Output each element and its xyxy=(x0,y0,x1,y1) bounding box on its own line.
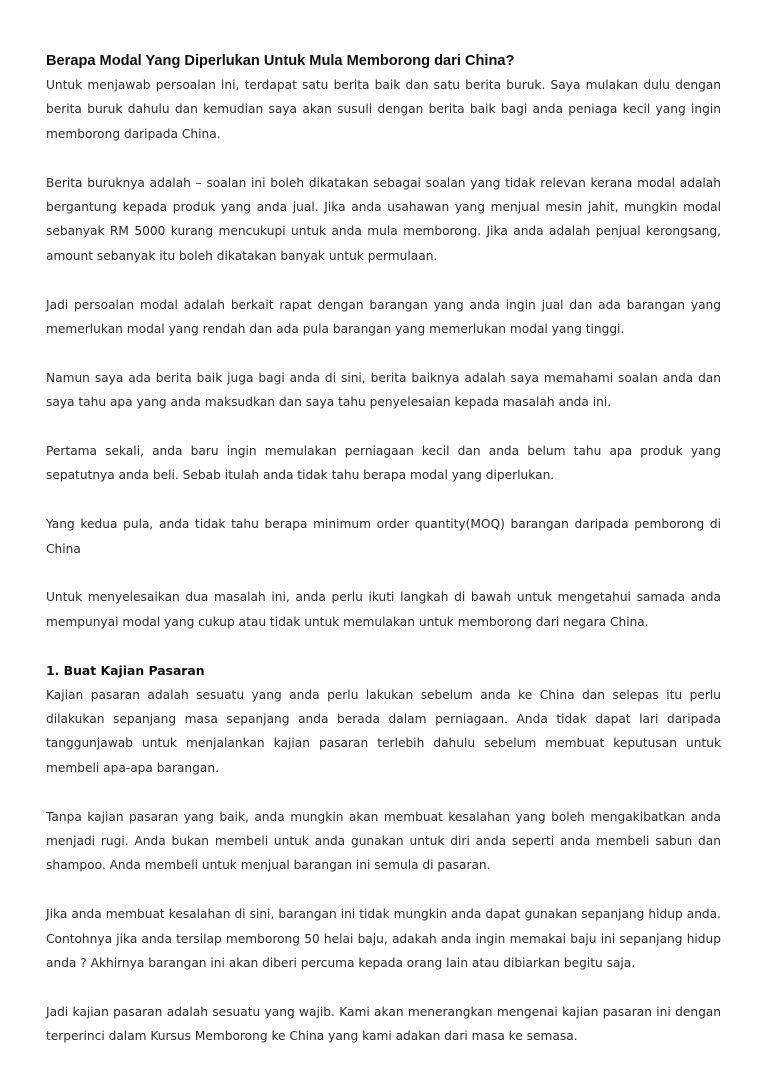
intro-paragraph-7: Untuk menyelesaikan dua masalah ini, anda perlu ikuti langkah di bawah untuk mengetahui samada anda mempunyai modal yang cukup atau tidak untuk memulakan untuk memborong dari negara China. xyxy=(46,590,721,629)
intro-paragraph-2: Berita buruknya adalah – soalan ini boleh dikatakan sebagai soalan yang tidak relevan kerana modal adalah bergantung kepada produk yang anda jual. Jika anda usahawan yang menjual mesin jahit, mungkin modal sebanyak RM 5000 kurang mencukupi untuk anda mula memborong. Jika anda adalah penjual kerongsang, amount sebanyak itu boleh dikatakan banyak untuk permulaan. xyxy=(46,175,721,263)
section-paragraph-4: Jadi kajian pasaran adalah sesuatu yang wajib. Kami akan menerangkan mengenai kajian pasaran ini dengan terperinci dalam Kursus Memborong ke China yang kami adakan dari masa ke semasa. xyxy=(46,1004,721,1044)
intro-paragraph-5: Pertama sekali, anda baru ingin memulakan perniagaan kecil dan anda belum tahu apa produk yang sepatutnya anda beli. Sebab itulah anda tidak tahu berapa modal yang diperlukan. xyxy=(46,444,721,483)
intro-paragraph-3: Jadi persoalan modal adalah berkait rapat dengan barangan yang anda ingin jual dan ada barangan yang memerlukan modal yang rendah dan ada pula barangan yang memerlukan modal yang tinggi. xyxy=(46,297,721,337)
section-heading: 1. Buat Kajian Pasaran xyxy=(46,662,205,678)
intro-paragraph-6: Yang kedua pula, anda tidak tahu berapa minimum order quantity(MOQ) barangan daripada pemborong di China xyxy=(46,517,721,556)
intro-paragraph-1: Untuk menjawab persoalan ini, terdapat satu berita baik dan satu berita buruk. Saya mulakan dulu dengan berita buruk dahulu dan kemudian saya akan susuli dengan berita baik bagi anda peniaga kecil yang ingin memborong daripada China. xyxy=(46,78,721,141)
intro-paragraph-4: Namun saya ada berita baik juga bagi anda di sini, berita baiknya adalah saya memahami soalan anda dan saya tahu apa yang anda maksudkan dan saya tahu penyelesaian kepada masalah anda ini. xyxy=(46,370,721,410)
document-page xyxy=(46,50,721,1073)
page-title: Berapa Modal Yang Diperlukan Untuk Mula Memborong dari China? xyxy=(46,53,515,69)
section-paragraph-2: Tanpa kajian pasaran yang baik, anda mungkin akan membuat kesalahan yang boleh mengakibatkan anda menjadi rugi. Anda bukan membeli untuk anda gunakan untuk diri anda seperti anda membeli sabun dan shampoo. Anda membeli untuk menjual barangan ini semula di pasaran. xyxy=(46,809,721,873)
section-paragraph-3: Jika anda membuat kesalahan di sini, barangan ini tidak mungkin anda dapat gunakan sepanjang hidup anda. Contohnya jika anda tersilap memborong 50 helai baju, adakah anda ingin memakai baju ini sepanjang hidup anda ? Akhirnya barangan ini akan diberi percuma kepada orang lain atau dibiarkan begitu saja. xyxy=(46,907,721,971)
section-paragraph-1: Kajian pasaran adalah sesuatu yang anda perlu lakukan sebelum anda ke China dan selepas itu perlu dilakukan sepanjang masa sepanjang anda berada dalam perniagaan. Anda tidak dapat lari daripada tanggunjawab untuk menjalankan kajian pasaran terlebih dahulu sebelum membuat keputusan untuk membeli apa-apa barangan. xyxy=(46,687,721,775)
